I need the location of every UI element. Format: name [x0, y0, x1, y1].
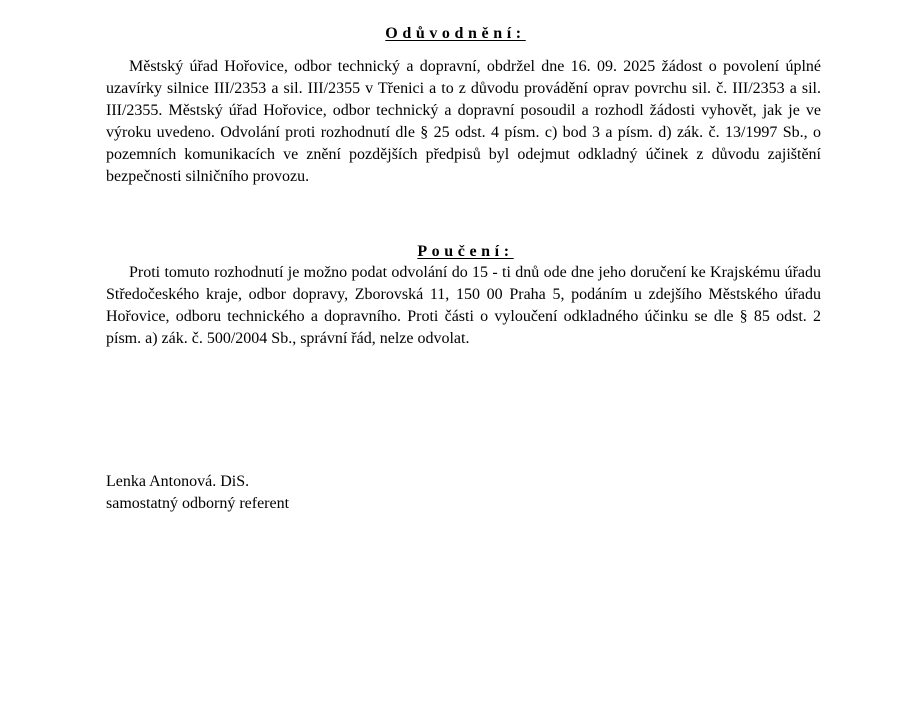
instruction-heading: Poučení:	[417, 243, 514, 260]
reasoning-paragraph: Městský úřad Hořovice, odbor technický a dopravní, obdržel dne 16. 09. 2025 žádost o povolení úplné uzavírky silnice III/2353 a sil. III/2355 v Třenici a to z důvodu provádění oprav povrchu sil. č. III/2353 a sil. III/2355. Městský úřad Hořovice, odbor technický a dopravní posoudil a rozhodl žádosti vyhovět, jak je ve výroku uvedeno. Odvolání proti rozhodnutí dle § 25 odst. 4 písm. c) bod 3 a písm. d) zák. č. 13/1997 Sb., o pozemních komunikacích ve znění pozdějších předpisů byl odejmut odkladný účinek z důvodu zajištění bezpečnosti silničního provozu.	[106, 58, 821, 186]
signatory-name: Lenka Antonová. DiS.	[106, 473, 250, 490]
reasoning-heading: Odůvodnění:	[385, 25, 526, 42]
instruction-paragraph: Proti tomuto rozhodnutí je možno podat odvolání do 15 - ti dnů ode dne jeho doručení ke Krajskému úřadu Středočeského kraje, odbor dopravy, Zborovská 11, 150 00 Praha 5, podáním u zdejšího Městského úřadu Hořovice, odboru technického a dopravního. Proti části o vyloučení odkladného účinku se dle § 85 odst. 2 písm. a) zák. č. 500/2004 Sb., správní řád, nelze odvolat.	[106, 264, 821, 348]
signatory-title: samostatný odborný referent	[106, 495, 290, 512]
